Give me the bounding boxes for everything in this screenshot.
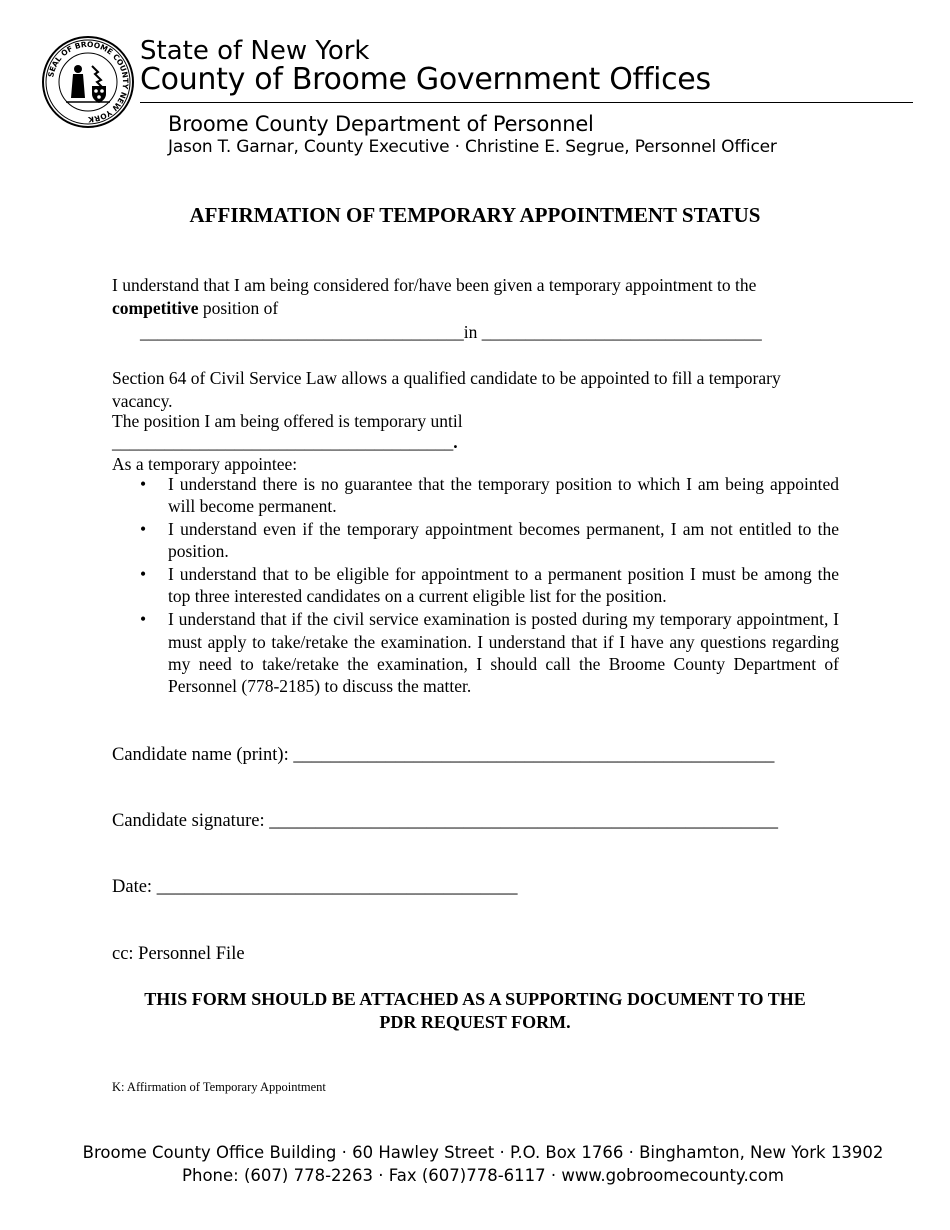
position-department-line bbox=[140, 321, 762, 344]
date-field bbox=[112, 875, 517, 899]
in-word: in bbox=[463, 322, 478, 342]
list-item bbox=[112, 518, 839, 563]
svg-text:SEAL OF BROOME COUNTY NEW YORK: SEAL OF BROOME COUNTY NEW YORK bbox=[46, 39, 131, 125]
intro-position-of: position of bbox=[198, 298, 279, 318]
bullet-icon: • bbox=[140, 609, 147, 630]
candidate-name-blank[interactable]: ____________________________________________________ bbox=[288, 745, 775, 765]
candidate-signature-field bbox=[112, 809, 778, 833]
appointee-heading: As a temporary appointee: bbox=[112, 454, 298, 474]
bullet-icon: • bbox=[140, 474, 147, 494]
candidate-name-field bbox=[112, 743, 774, 767]
footer-contact: Phone: (607) 778-2263 · Fax (607)778-6117 · www.gobroomecounty.com bbox=[182, 1166, 784, 1185]
state-heading: State of New York bbox=[140, 36, 370, 66]
form-code: K: Affirmation of Temporary Appointment bbox=[112, 1080, 326, 1094]
footer-address: Broome County Office Building · 60 Hawley Street · P.O. Box 1766 · Binghamton, New York 13902 bbox=[82, 1143, 884, 1162]
temporary-until-text: The position I am being offered is temporary until bbox=[112, 411, 463, 431]
list-item-text: I understand that to be eligible for appointment to a permanent position I must be among the top three interested candidates on a current eligible list for the position. bbox=[168, 564, 839, 607]
department-blank[interactable]: ________________________________ bbox=[477, 322, 762, 342]
section64-text: Section 64 of Civil Service Law allows a qualified candidate to be appointed to fill a temporary vacancy. bbox=[112, 368, 781, 411]
appointee-list bbox=[112, 473, 839, 698]
date-label: Date: bbox=[112, 877, 153, 897]
signature-label: Candidate signature: bbox=[112, 811, 265, 831]
county-seal-logo bbox=[42, 36, 134, 128]
list-item-text: I understand that if the civil service examination is posted during my temporary appointment, I must apply to take/retake the examination. I understand that if I have any questions regarding my need to take/retake the examination, I should call the Broome County Department of Personnel (778-2185) to discuss the matter. bbox=[168, 609, 839, 697]
intro-text: I understand that I am being considered for/have been given a temporary appointment to the bbox=[112, 275, 757, 295]
bullet-icon: • bbox=[140, 519, 147, 540]
signature-blank[interactable]: _______________________________________________________ bbox=[264, 811, 778, 831]
cc-line: cc: Personnel File bbox=[112, 944, 245, 964]
attachment-notice bbox=[0, 988, 950, 1034]
position-blank[interactable]: _____________________________________ bbox=[140, 322, 464, 342]
officials-line: Jason T. Garnar, County Executive · Christine E. Segrue, Personnel Officer bbox=[168, 137, 777, 157]
page-title: AFFIRMATION OF TEMPORARY APPOINTMENT STATUS bbox=[189, 203, 761, 227]
county-offices-heading: County of Broome Government Offices bbox=[140, 62, 711, 97]
until-date-blank[interactable]: _______________________________________ bbox=[112, 432, 454, 452]
department-name: Broome County Department of Personnel bbox=[168, 112, 594, 136]
bullet-icon: • bbox=[140, 564, 147, 585]
intro-paragraph bbox=[112, 274, 842, 320]
candidate-name-label: Candidate name (print): bbox=[112, 745, 289, 765]
list-item-text: I understand even if the temporary appointment becomes permanent, I am not entitled to the position. bbox=[168, 519, 839, 562]
notice-line-2: PDR REQUEST FORM. bbox=[379, 1012, 571, 1032]
list-item-text: I understand there is no guarantee that the temporary position to which I am being appointed will become permanent. bbox=[168, 474, 839, 517]
competitive-word: competitive bbox=[112, 298, 199, 318]
date-blank[interactable]: _______________________________________ bbox=[152, 877, 518, 897]
temporary-until-line bbox=[112, 431, 458, 454]
until-period: . bbox=[453, 432, 458, 452]
list-item bbox=[112, 473, 839, 518]
header-divider bbox=[140, 102, 913, 103]
notice-line-1: THIS FORM SHOULD BE ATTACHED AS A SUPPORTING DOCUMENT TO THE bbox=[144, 989, 806, 1009]
list-item bbox=[112, 563, 839, 608]
list-item bbox=[112, 608, 839, 697]
